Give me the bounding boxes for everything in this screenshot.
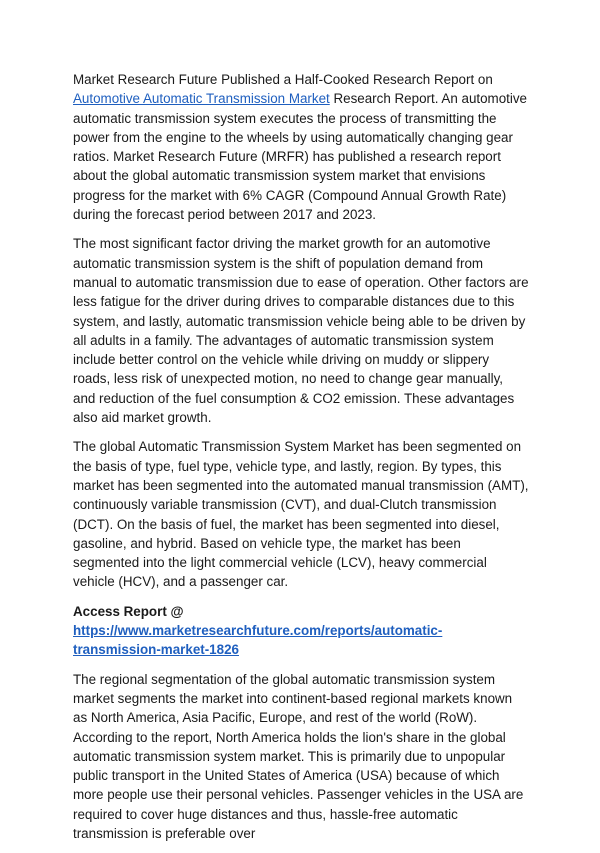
access-report-heading: Access Report @ [73,603,184,619]
access-report-url-link[interactable]: https://www.marketresearchfuture.com/reports/automatic-transmission-market-1826 [73,623,443,658]
segmentation-paragraph: The global Automatic Transmission System Market has been segmented on the basis of type, fuel type, vehicle type, and lastly, region. By types, this market has been segmented into the automated manual transmission (AMT), continuously variable transmission (CVT), and dual-Clutch transmission (DCT). On the basis of fuel, the market has been segmented into diesel, gasoline, and hybrid. Based on vehicle type, the market has been segmented into the light commercial vehicle (LCV), heavy commercial vehicle (HCV), and a passenger car. [73,439,529,590]
intro-paragraph [73,70,529,224]
regional-paragraph: The regional segmentation of the global automatic transmission system market segments the market into continent-based regional markets known as North America, Asia Pacific, Europe, and rest of the world (RoW). According to the report, North America holds the lion's share in the global automatic transmission system market. This is primarily due to unpopular public transport in the United States of America (USA) because of which more people use their personal vehicles. Passenger vehicles in the USA are required to cover huge distances and thus, hassle-free automatic transmission is preferable over [73,671,524,841]
drivers-paragraph: The most significant factor driving the market growth for an automotive automatic transmission system is the shift of population demand from manual to automatic transmission due to ease of operation. Other factors are less fatigue for the driver during drives to comparable distances due to this system, and lastly, automatic transmission vehicle being able to be driven by all adults in a family. The advantages of automatic transmission system include better control on the vehicle while driving on muddy or slippery roads, less risk of unexpected motion, no need to change gear manually, and reduction of the fuel consumption & CO2 emission. These advantages also aid market growth. [73,236,529,426]
intro-text-before-link: Market Research Future Published a Half-Cooked Research Report on [73,72,493,87]
document-body [73,70,529,853]
intro-text-after-link: Research Report. An automotive automatic transmission system executes the process of transmitting the power from the engine to the wheels by using automatically changing gear ratios. Market Research Future (MRFR) has published a research report about the global automatic transmission system market that envisions progress for the market with 6% CAGR (Compound Annual Growth Rate) during the forecast period between 2017 and 2023. [73,91,527,223]
market-report-link[interactable]: Automotive Automatic Transmission Market [73,91,330,107]
